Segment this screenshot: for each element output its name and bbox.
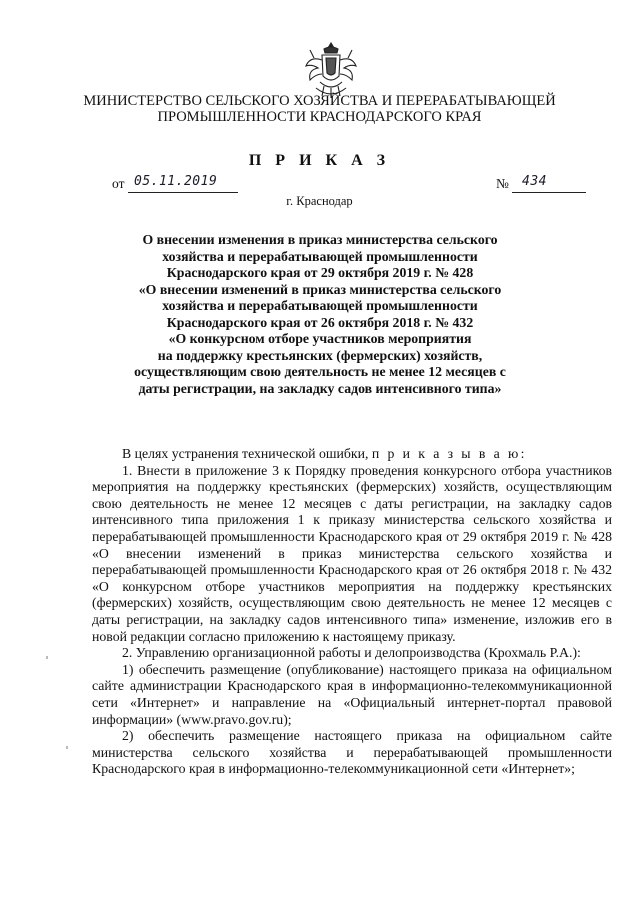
number-handwritten-value: 434	[522, 174, 547, 189]
order-body	[92, 446, 612, 778]
heading-line: О внесении изменения в приказ министерства сельского	[142, 232, 498, 247]
body-paragraph-1: 1. Внести в приложение 3 к Порядку проведения конкурсного отбора участников мероприятия на поддержку крестьянских (фермерских) хозяйств, осуществляющим свою деятельность не менее 12 месяцев с даты регистрации, на закладку садов интенсивного типа приложения 1 к приказу министерства сельского хозяйства и перерабатывающей промышленности Краснодарского края от 29 октября 2019 г. № 428 «О внесении изменений в приказ министерства сельского хозяйства и перерабатывающей промышленности Краснодарского края от 26 октября 2018 г. № 432 «О конкурсном отборе участников мероприятия на поддержку крестьянских (фермерских) хозяйств, осуществляющим свою деятельность не менее 12 месяцев с даты регистрации, на закладку садов интенсивного типа» изменение, изложив его в новой редакции согласно приложению к настоящему приказу.	[92, 462, 612, 644]
date-handwritten-value: 05.11.2019	[134, 174, 218, 189]
heading-line: на поддержку крестьянских (фермерских) хозяйств,	[157, 347, 483, 363]
number-prefix: №	[496, 176, 509, 191]
ministry-name-line-1: МИНИСТЕРСТВО СЕЛЬСКОГО ХОЗЯЙСТВА И ПЕРЕРАБАТЫВАЮЩЕЙ	[83, 93, 556, 109]
body-paragraph-2-1: 1) обеспечить размещение (опубликование) настоящего приказа на официальном сайте администрации Краснодарского края в информационно-телекоммуникационной сети «Интернет» и направление на «Официальный интернет-портал правовой информации» (www.pravo.gov.ru);	[92, 661, 612, 727]
order-date-number-row	[112, 176, 582, 196]
heading-line: осуществляющим свою деятельность не менее 12 месяцев с	[134, 364, 506, 379]
order-title: П Р И К А З	[248, 152, 391, 169]
body-intro	[92, 446, 612, 463]
body-paragraph-2-2: 2) обеспечить размещение настоящего приказа на официальном сайте министерства сельского хозяйства и перерабатывающей промышленности Краснодарского края в информационно-телекоммуникационной сети «Интернет»;	[92, 728, 612, 777]
body-intro-order-word: п р и к а з ы в а ю:	[371, 446, 527, 461]
number-field	[512, 176, 586, 193]
heading-line: хозяйства и перерабатывающей промышленности	[162, 248, 478, 264]
heading-line: даты регистрации, на закладку садов интенсивного типа»	[138, 380, 502, 396]
scan-mark	[46, 656, 48, 659]
order-city: г. Краснодар	[286, 194, 353, 208]
heading-line: хозяйства и перерабатывающей промышленности	[162, 298, 478, 313]
date-field	[128, 176, 238, 193]
heading-line: Краснодарского края от 26 октября 2018 г. № 432	[166, 314, 474, 330]
heading-line: «О внесении изменений в приказ министерства сельского	[138, 281, 502, 297]
scan-mark	[66, 746, 68, 749]
order-heading	[120, 232, 520, 397]
date-prefix: от	[112, 176, 125, 191]
ministry-name-line-2: ПРОМЫШЛЕННОСТИ КРАСНОДАРСКОГО КРАЯ	[157, 109, 482, 125]
heading-line: Краснодарского края от 29 октября 2019 г. № 428	[166, 265, 474, 280]
body-intro-text: В целях устранения технической ошибки,	[122, 446, 369, 461]
ministry-name	[60, 93, 579, 125]
heading-line: «О конкурсном отборе участников мероприятия	[168, 331, 472, 346]
body-paragraph-2: 2. Управлению организационной работы и делопроизводства (Крохмаль Р.А.):	[122, 645, 581, 661]
